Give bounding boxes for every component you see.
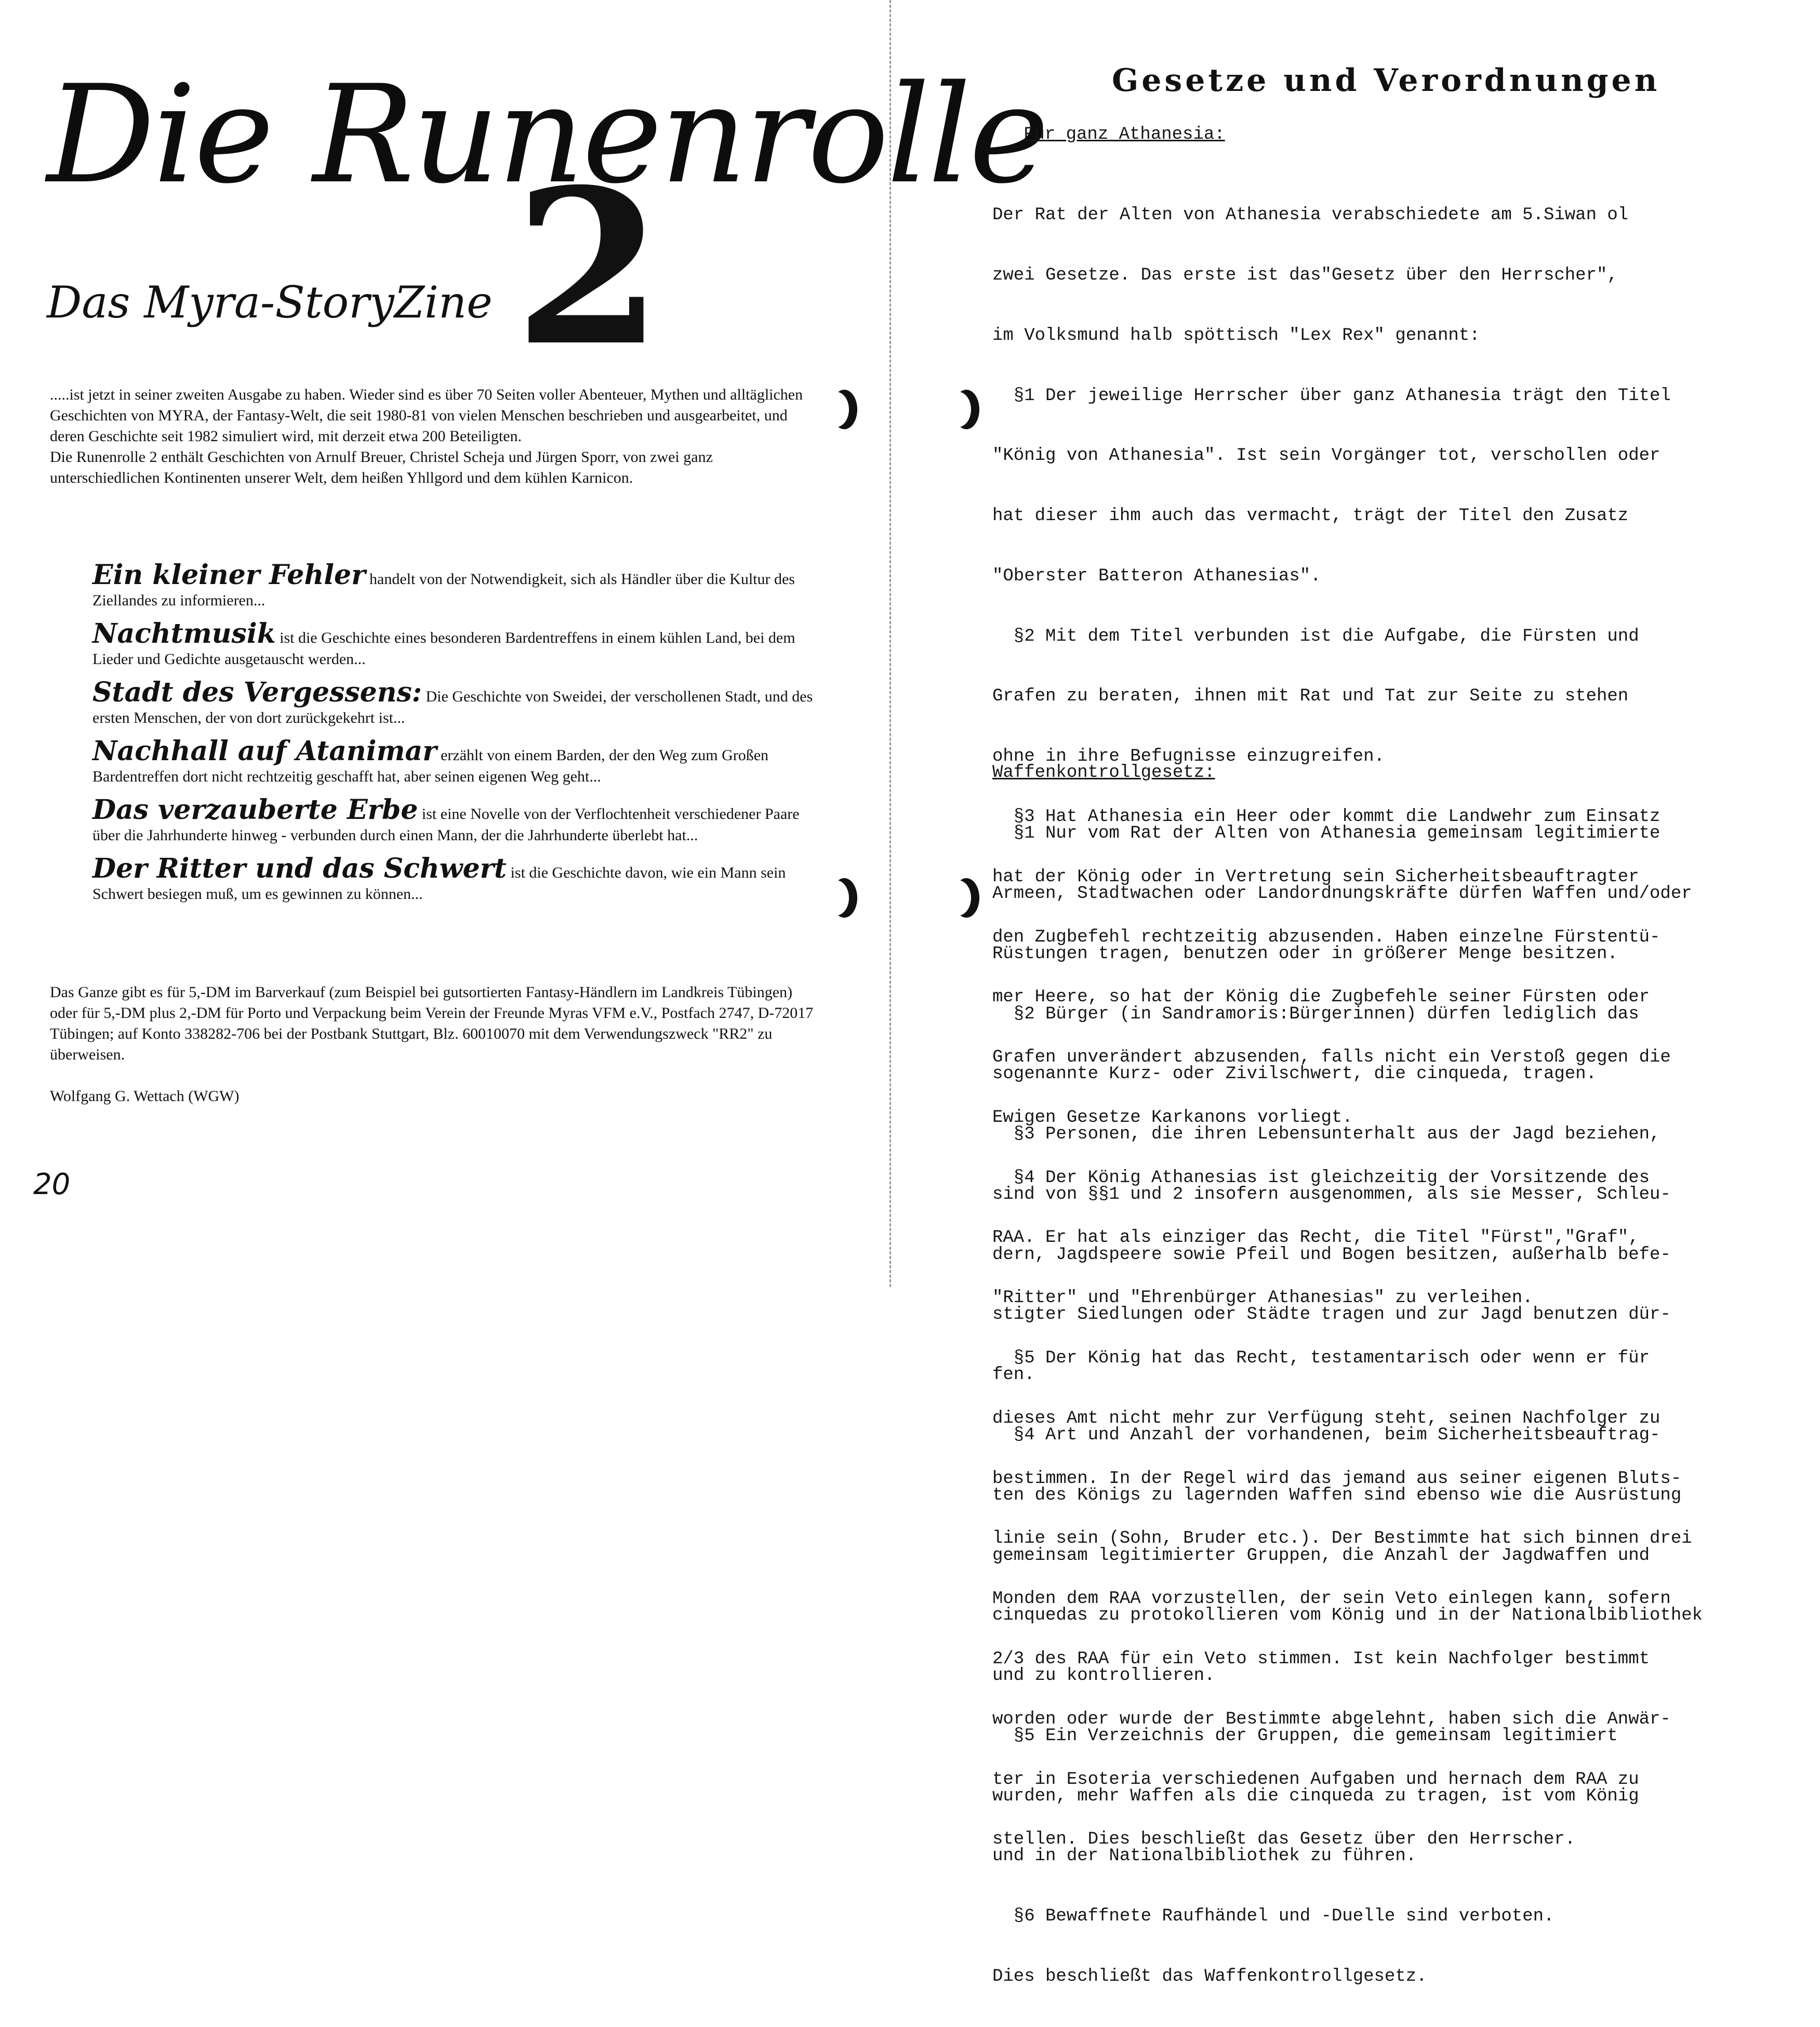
story-list xyxy=(92,560,815,912)
text-line: fen. xyxy=(992,1365,1035,1385)
story-item xyxy=(92,619,815,670)
story-description: erzählt von einem Barden, der den Weg zum Großen Bardentreffen dort nicht rechtzeitig geschafft hat, aber seinen eigenen Weg geht... xyxy=(92,747,769,785)
intro-paragraph-2: Die Runenrolle 2 enthält Geschichten von Arnulf Breuer, Christel Scheja und Jürgen Sporr, von zwei ganz unterschiedlichen Kontinenten unserer Welt, dem heißen Yhllgord und dem kühlen Karnicon. xyxy=(50,448,713,486)
text-line: bestimmen. In der Regel wird das jemand aus seiner eigenen Bluts- xyxy=(992,1468,1682,1489)
author-signature: Wolfgang G. Wettach (WGW) xyxy=(50,1088,240,1105)
text-line: Monden dem RAA vorzustellen, der sein Veto einlegen kann, sofern xyxy=(992,1589,1671,1609)
page-number: 20 xyxy=(33,1168,71,1201)
text-line: §1 Der jeweilige Herrscher über ganz Athanesia trägt den Titel xyxy=(992,386,1671,406)
text-line: Rüstungen tragen, benutzen oder in größerer Menge besitzen. xyxy=(992,944,1618,964)
text-line: Grafen unverändert abzusenden, falls nicht ein Verstoß gegen die xyxy=(992,1048,1671,1068)
text-line: RAA. Er hat als einziger das Recht, die Titel "Fürst","Graf", xyxy=(992,1228,1639,1248)
story-item xyxy=(92,795,815,846)
text-line: worden oder wurde der Bestimmte abgelehnt, haben sich die Anwär- xyxy=(992,1709,1671,1729)
text-line: §5 Ein Verzeichnis der Gruppen, die gemeinsam legitimiert xyxy=(992,1726,1618,1746)
text-line: und in der Nationalbibliothek zu führen. xyxy=(992,1846,1417,1866)
text-line: hat der König oder in Vertretung sein Sicherheitsbeauftragter xyxy=(992,867,1639,887)
law-waffen-text xyxy=(992,784,1803,2027)
story-item xyxy=(92,736,815,787)
right-page xyxy=(894,0,1820,1987)
text-line: im Volksmund halb spöttisch "Lex Rex" genannt: xyxy=(992,325,1480,346)
text-line: linie sein (Sohn, Bruder etc.). Der Bestimmte hat sich binnen drei xyxy=(992,1529,1692,1549)
text-line: §2 Bürger (in Sandramoris:Bürgerinnen) dürfen lediglich das xyxy=(992,1004,1639,1024)
story-description: ist eine Novelle von der Verflochtenheit verschiedener Paare über die Jahrhunderte hinweg - verbunden durch einen Mann, der die Jahrhunderte überlebt hat... xyxy=(92,805,800,844)
intro-text xyxy=(50,385,814,488)
punch-hole-mark xyxy=(831,878,857,918)
text-line: §3 Personen, die ihren Lebensunterhalt aus der Jagd beziehen, xyxy=(992,1124,1660,1145)
section-heading-waffen: Waffenkontrollgesetz: xyxy=(992,763,1215,783)
text-line: Dies beschließt das Waffenkontrollgesetz. xyxy=(992,1967,1427,1987)
text-line: "Oberster Batteron Athanesias". xyxy=(992,566,1321,586)
text-line: "König von Athanesia". Ist sein Vorgänger tot, verschollen oder xyxy=(992,446,1660,466)
text-line: "Ritter" und "Ehrenbürger Athanesias" zu verleihen. xyxy=(992,1288,1533,1308)
order-info: Das Ganze gibt es für 5,-DM im Barverkauf (zum Beispiel bei gutsortierten Fantasy-Händlern im Landkreis Tübingen) oder für 5,-DM plus 2,-DM für Porto und Verpackung beim Verein der Freunde Myras VFM e.V., Postfach 2747, D-72017 Tübingen; auf Konto 338282-706 bei der Postbank Stuttgart, Blz. 60010070 mit dem Verwendungszweck "RR2" zu überweisen. xyxy=(50,984,814,1063)
text-line: und zu kontrollieren. xyxy=(992,1666,1215,1686)
text-line: Ewigen Gesetze Karkanons vorliegt. xyxy=(992,1107,1353,1128)
story-description: handelt von der Notwendigkeit, sich als Händler über die Kultur des Ziellandes zu informieren... xyxy=(92,571,795,609)
text-line: §5 Der König hat das Recht, testamentarisch oder wenn er für xyxy=(992,1348,1650,1369)
text-line: §3 Hat Athanesia ein Heer oder kommt die Landwehr zum Einsatz xyxy=(992,807,1660,827)
page-fold-divider xyxy=(889,0,891,1287)
magazine-subtitle: Das Myra-StoryZine xyxy=(47,277,493,328)
text-line: §4 Der König Athanesias ist gleichzeitig der Vorsitzende des xyxy=(992,1168,1650,1188)
story-description: ist die Geschichte davon, wie ein Mann sein Schwert besiegen muß, um es gewinnen zu können... xyxy=(92,864,786,903)
text-line: §6 Bewaffnete Raufhändel und -Duelle sind verboten. xyxy=(992,1906,1555,1927)
text-line: stigter Siedlungen oder Städte tragen und zur Jagd benutzen dür- xyxy=(992,1305,1671,1325)
page-heading: Gesetze und Verordnungen xyxy=(1112,62,1660,99)
story-description: Die Geschichte von Sweidei, der verschollenen Stadt, und des ersten Menschen, der von dort zurückgekehrt ist... xyxy=(92,688,813,726)
magazine-title: Die Runenrolle xyxy=(47,57,1047,214)
story-item xyxy=(92,560,815,611)
story-item xyxy=(92,678,815,728)
story-title: Stadt des Vergessens: xyxy=(92,677,422,708)
text-line: Der Rat der Alten von Athanesia verabschiedete am 5.Siwan ol xyxy=(992,205,1629,226)
text-line: §4 Art und Anzahl der vorhandenen, beim Sicherheitsbeauftrag- xyxy=(992,1425,1660,1445)
intro-paragraph-1: .....ist jetzt in seiner zweiten Ausgabe zu haben. Wieder sind es über 70 Seiten voller Abenteuer, Mythen und alltäglichen Geschichten von MYRA, der Fantasy-Welt, die seit 1980-81 von vielen Menschen beschrieben und ausgearbeitet, und deren Geschichte seit 1982 simuliert wird, mit derzeit etwa 200 Beteiligten. xyxy=(50,386,803,445)
text-line: wurden, mehr Waffen als die cinqueda zu tragen, ist vom König xyxy=(992,1786,1639,1806)
text-line: den Zugbefehl rechtzeitig abzusenden. Haben einzelne Fürstentü- xyxy=(992,927,1660,947)
story-description: ist die Geschichte eines besonderen Bardentreffens in einem kühlen Land, bei dem Lieder und Gedichte ausgetauscht werden... xyxy=(92,629,795,668)
text-line: §1 Nur vom Rat der Alten von Athanesia gemeinsam legitimierte xyxy=(992,824,1660,844)
text-line: Grafen zu beraten, ihnen mit Rat und Tat zur Seite zu stehen xyxy=(992,686,1629,707)
story-title: Ein kleiner Fehler xyxy=(92,559,366,591)
text-line: 2/3 des RAA für ein Veto stimmen. Ist kein Nachfolger bestimmt xyxy=(992,1649,1650,1669)
text-line: mer Heere, so hat der König die Zugbefehle seiner Fürsten oder xyxy=(992,987,1650,1008)
text-line: ter in Esoteria verschiedenen Aufgaben und hernach dem RAA zu xyxy=(992,1769,1639,1790)
punch-hole-mark xyxy=(831,390,857,429)
text-line: §2 Mit dem Titel verbunden ist die Aufgabe, die Fürsten und xyxy=(992,626,1639,646)
story-title: Nachhall auf Atanimar xyxy=(92,735,437,767)
text-line: sind von §§1 und 2 insofern ausgenommen, als sie Messer, Schleu- xyxy=(992,1184,1671,1204)
text-line: dieses Amt nicht mehr zur Verfügung steht, seinen Nachfolger zu xyxy=(992,1408,1660,1428)
issue-number: 2 xyxy=(514,142,663,393)
story-title: Der Ritter und das Schwert xyxy=(92,853,507,884)
story-item xyxy=(92,854,815,905)
text-line: stellen. Dies beschließt das Gesetz über den Herrscher. xyxy=(992,1830,1576,1850)
text-line: sogenannte Kurz- oder Zivilschwert, die cinqueda, tragen. xyxy=(992,1064,1597,1084)
text-line: dern, Jagdspeere sowie Pfeil und Bogen besitzen, außerhalb befe- xyxy=(992,1244,1671,1265)
text-line: gemeinsam legitimierter Gruppen, die Anzahl der Jagdwaffen und xyxy=(992,1545,1650,1566)
text-line: Armeen, Stadtwachen oder Landordnungskräfte dürfen Waffen und/oder xyxy=(992,883,1692,904)
text-line: cinquedas zu protokollieren vom König und in der Nationalbibliothek xyxy=(992,1606,1703,1626)
text-line: hat dieser ihm auch das vermacht, trägt der Titel den Zusatz xyxy=(992,506,1629,526)
story-title: Nachtmusik xyxy=(92,618,276,650)
text-line: ohne in ihre Befugnisse einzugreifen. xyxy=(992,747,1385,767)
text-line: zwei Gesetze. Das erste ist das"Gesetz über den Herrscher", xyxy=(992,265,1618,285)
section-heading-athanesia: Für ganz Athanesia: xyxy=(1024,125,1225,144)
left-page xyxy=(0,0,1047,1287)
text-line: ten des Königs zu lagernden Waffen sind ebenso wie die Ausrüstung xyxy=(992,1485,1682,1505)
story-title: Das verzauberte Erbe xyxy=(92,794,418,826)
